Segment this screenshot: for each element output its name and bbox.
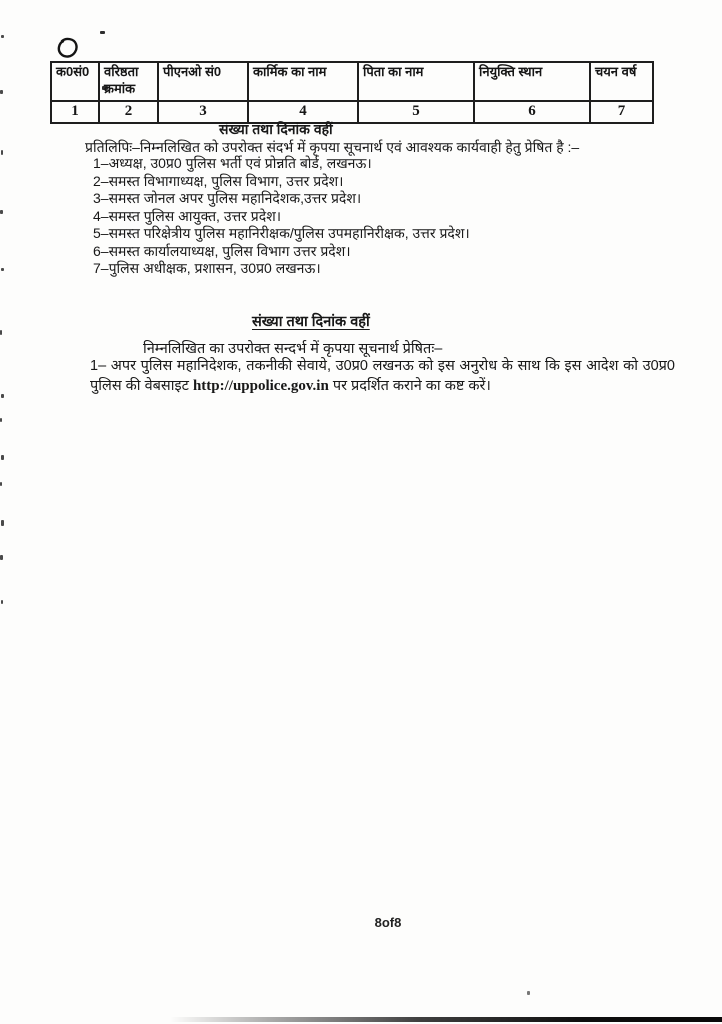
column-number: 4 [248,101,358,123]
table-header-seniority: वरिष्ठता क्रमांक [99,62,158,101]
column-number: 3 [158,101,248,123]
copy-recipient-list [93,155,470,278]
table-header-personnel-name: कार्मिक का नाम [248,62,358,101]
scan-speck [0,555,3,560]
pen-mark-circle-icon [56,37,79,60]
scan-speck [0,482,2,486]
copy-recipient-item: 3–समस्त जोनल अपर पुलिस महानिदेशक,उत्तर प्रदेश। [93,190,362,206]
scan-speck [1,394,4,398]
scan-speck [1,520,4,526]
forward-section-intro: निम्नलिखित का उपरोक्त सन्दर्भ में कृपया सूचनार्थ प्रेषितः– [143,341,443,357]
scan-speck [1,600,3,604]
copy-recipient-item: 6–समस्त कार्यालयाध्यक्ष, पुलिस विभाग उत्तर प्रदेश। [93,242,351,259]
copy-recipient-item: 4–समस्त पुलिस आयुक्त, उत्तर प्रदेश। [93,207,282,224]
scan-speck [0,210,3,214]
column-number: 7 [590,101,653,123]
copy-recipient-item: 5–समस्त परिक्षेत्रीय पुलिस महानिरीक्षक/पुलिस उपमहानिरीक्षक, उत्तर प्रदेश। [93,225,470,241]
forward-paragraph-text: पर प्रदर्शित कराने का कष्ट करें। [328,377,491,394]
scan-speck [100,31,105,34]
table-header-posting-place: नियुक्ति स्थान [474,62,590,101]
scan-speck [1,268,4,271]
website-url-text: http://uppolice.gov.in [192,377,329,394]
scan-speck [1,150,3,155]
scan-speck [0,330,2,335]
scan-speck [0,90,3,94]
forward-paragraph-text: 1– अपर पुलिस महानिदेशक, तकनीकी सेवाये, उ0प्र0 लखनऊ को इस अनुरोध के साथ कि इस आदेश को उ0प्र0 पुलिस की वेबसाइट [90,358,675,394]
table-header-pno: पीएनओ सं0 [158,62,248,101]
table-header-serial: क0सं0 [51,62,99,101]
roster-table [50,61,654,124]
column-number: 2 [99,101,158,123]
table-header-father-name: पिता का नाम [358,62,474,101]
scan-speck [1,35,4,38]
forward-section-heading: संख्या तथा दिनांक वहीं [252,314,370,330]
scan-edge-line [170,1017,722,1022]
scan-speck [1,455,4,460]
column-number: 1 [51,101,99,123]
forward-section-paragraph [90,357,675,396]
scan-speck [0,418,2,422]
column-number: 5 [358,101,474,123]
copy-recipient-item: 2–समस्त विभागाध्यक्ष, पुलिस विभाग, उत्तर प्रदेश। [93,172,344,189]
copy-recipient-item: 7–पुलिस अधीक्षक, प्रशासन, उ0प्र0 लखनऊ। [93,260,321,276]
copy-recipient-item: 1–अध्यक्ष, उ0प्र0 पुलिस भर्ती एवं प्रोन्नति बोर्ड, लखनऊ। [93,155,372,171]
column-number: 6 [474,101,590,123]
scan-speck [527,991,530,995]
table-column-number-row [51,101,653,123]
table-header-row [51,62,653,101]
copy-section-heading: संख्या तथा दिनांक वहीं [219,121,333,137]
copy-section-intro: प्रतिलिपिः–निम्नलिखित को उपरोक्त संदर्भ में कृपया सूचनार्थ एवं आवश्यक कार्यवाही हेतु प्रेषित है :– [85,139,580,155]
table-header-selection-year: चयन वर्ष [590,62,653,101]
page-number: 8of8 [374,915,402,930]
